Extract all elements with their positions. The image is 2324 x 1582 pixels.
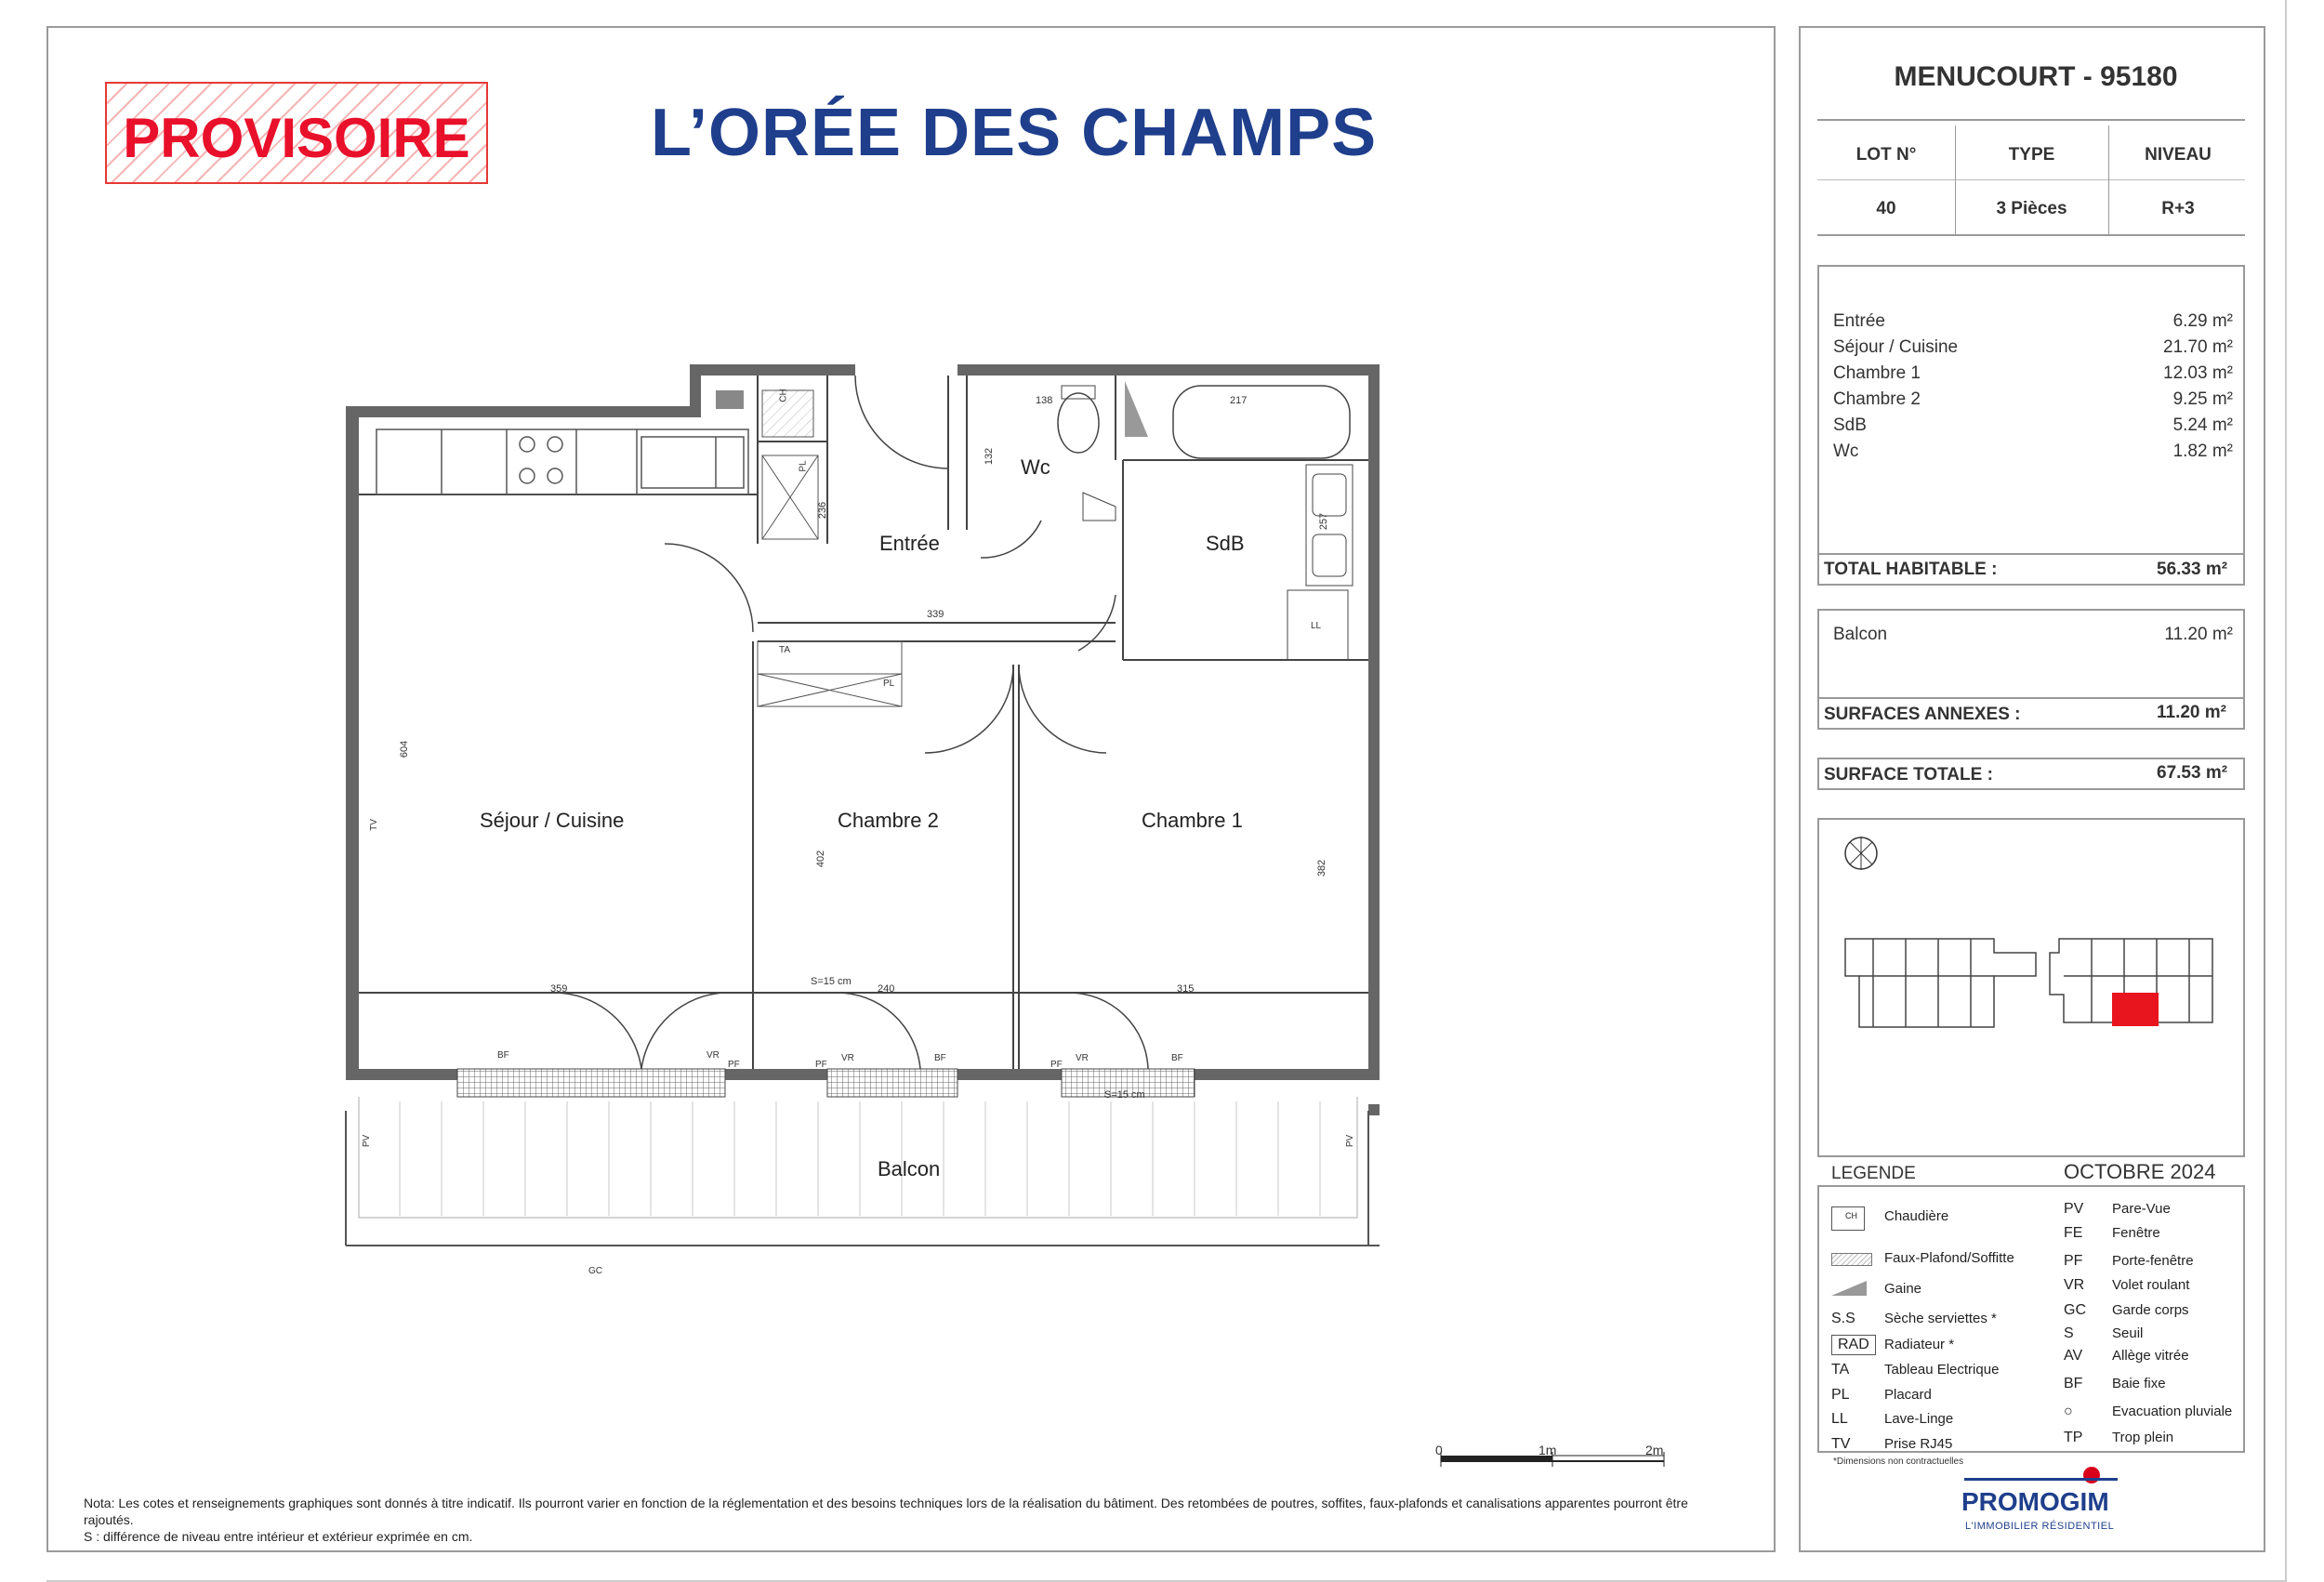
- surface-value: 6.29 m²: [2172, 311, 2233, 331]
- provisoire-stamp: [105, 82, 488, 184]
- legend-left-code: TA: [1831, 1362, 1850, 1378]
- legend-right-label: Volet roulant: [2112, 1277, 2190, 1293]
- brand-logo-dot: [2083, 1467, 2100, 1483]
- brand-logo-bar: [1964, 1478, 2118, 1481]
- mark-pf-1: PF: [728, 1060, 740, 1070]
- legend-date: OCTOBRE 2024: [2064, 1160, 2216, 1183]
- legend-right-code: PV: [2064, 1201, 2084, 1217]
- seuil-chambre2: S=15 cm: [811, 976, 852, 987]
- legend-right-code: ○: [2064, 1404, 2073, 1419]
- dimensions-note: *Dimensions non contractuelles: [1833, 1457, 1964, 1467]
- dim-236: 236: [817, 501, 829, 520]
- mark-bf-1: BF: [497, 1050, 509, 1061]
- brand-sub: L'IMMOBILIER RÉSIDENTIEL: [1965, 1521, 2115, 1532]
- legend-right-code: GC: [2064, 1302, 2086, 1318]
- mark-pl-entree: PL: [798, 460, 809, 472]
- dim-604: 604: [399, 740, 411, 758]
- legend-right-label: Pare-Vue: [2112, 1201, 2171, 1217]
- chaudiere-marker: CH: [1845, 1211, 1857, 1220]
- surface-totale-label: SURFACE TOTALE :: [1824, 765, 1993, 784]
- window-chambre2: [827, 1069, 957, 1097]
- lot-value: 40: [1876, 199, 1896, 218]
- legend-left-label: Sèche serviettes *: [1884, 1311, 1997, 1326]
- mark-gc: GC: [588, 1266, 602, 1276]
- dim-339: 339: [927, 609, 944, 620]
- surfaces-annexes-value: 11.20 m²: [2157, 703, 2226, 722]
- legend-left-label: Lave-Linge: [1884, 1411, 1954, 1427]
- niveau-value: R+3: [2161, 199, 2195, 218]
- header-rule: [1817, 119, 2245, 121]
- annexes-rule: [1817, 697, 2245, 699]
- door-arcs: [553, 376, 1148, 1069]
- wc-bowl: [1058, 393, 1099, 453]
- legend-left-label: Gaine: [1884, 1281, 1922, 1297]
- seuil-chambre1: S=15 cm: [1104, 1089, 1145, 1101]
- kitchen-counter: [376, 429, 748, 494]
- surface-value: 5.24 m²: [2172, 415, 2233, 435]
- dim-402: 402: [815, 850, 827, 868]
- legend-left-code: PL: [1831, 1387, 1850, 1403]
- legend-right-label: Fenêtre: [2112, 1225, 2160, 1241]
- surface-totale-value: 67.53 m²: [2157, 763, 2228, 783]
- dim-382: 382: [1316, 859, 1328, 877]
- mark-pf-2: PF: [815, 1060, 827, 1070]
- gaine-1: [716, 390, 744, 409]
- bathtub: [1173, 386, 1350, 458]
- lot-table-mid: [1817, 179, 2245, 180]
- total-hab-rule: [1817, 553, 2245, 555]
- surfaces-annexes-label: SURFACES ANNEXES :: [1824, 705, 2021, 724]
- surface-name: Wc: [1833, 442, 1859, 461]
- mark-ta: TA: [779, 645, 791, 655]
- mark-bf-2: BF: [934, 1053, 946, 1063]
- annexe-value: 11.20 m²: [2164, 625, 2233, 644]
- provisoire-text: PROVISOIRE: [123, 107, 470, 169]
- room-chambre1: Chambre 1: [1142, 809, 1243, 832]
- legend-right-code: S: [2064, 1325, 2074, 1341]
- project-title: L’ORÉE DES CHAMPS: [651, 96, 1378, 170]
- room-entree: Entrée: [879, 532, 940, 555]
- legend-left-code: TV: [1831, 1436, 1851, 1452]
- dim-138: 138: [1036, 395, 1053, 406]
- surface-value: 21.70 m²: [2163, 337, 2233, 357]
- legend-right-code: VR: [2064, 1277, 2085, 1293]
- legend-left-label: Faux-Plafond/Soffitte: [1884, 1250, 2014, 1266]
- mark-vr-1: VR: [706, 1050, 720, 1061]
- interior-walls: [359, 376, 1368, 1069]
- legend-left-label: Chaudière: [1884, 1208, 1949, 1224]
- legend-left-label: Prise RJ45: [1884, 1436, 1953, 1452]
- legend-left-code: RAD: [1831, 1335, 1876, 1355]
- legend-left-code: LL: [1831, 1411, 1848, 1427]
- legend-right-code: BF: [2064, 1376, 2083, 1391]
- legend-right-label: Trop plein: [2112, 1430, 2174, 1445]
- dim-257: 257: [1318, 512, 1330, 531]
- legend-left-code: [1831, 1206, 1865, 1231]
- mark-tv: TV: [368, 819, 379, 831]
- dim-217: 217: [1230, 395, 1248, 406]
- scale-0: 0: [1435, 1443, 1443, 1457]
- surface-value: 9.25 m²: [2172, 389, 2233, 409]
- legend-left-label: Radiateur *: [1884, 1337, 1955, 1352]
- type-header: TYPE: [2008, 145, 2055, 165]
- legend-left-label: Tableau Electrique: [1884, 1362, 2000, 1378]
- scale-2m: 2m: [1645, 1443, 1664, 1457]
- mark-bf-3: BF: [1171, 1053, 1183, 1063]
- room-balcon: Balcon: [878, 1157, 941, 1180]
- surface-name: Séjour / Cuisine: [1833, 337, 1959, 357]
- dim-315: 315: [1177, 983, 1195, 995]
- surface-name: SdB: [1833, 415, 1867, 435]
- legend-right-label: Evacuation pluviale: [2112, 1404, 2233, 1419]
- mark-vr-3: VR: [1076, 1053, 1089, 1063]
- nota-line-2: S : différence de niveau entre intérieur et extérieur exprimée en cm.: [84, 1529, 473, 1544]
- legend-right-code: FE: [2064, 1225, 2083, 1241]
- niveau-header: NIVEAU: [2145, 145, 2212, 165]
- room-wc: Wc: [1021, 455, 1050, 479]
- total-habitable-label: TOTAL HABITABLE :: [1824, 560, 1998, 579]
- lot-table-bottom: [1817, 234, 2245, 236]
- mark-pv-left: PV: [362, 1134, 373, 1148]
- legend-right-code: AV: [2064, 1348, 2083, 1364]
- legend-right-label: Porte-fenêtre: [2112, 1253, 2194, 1269]
- legend-left-label: Placard: [1884, 1387, 1932, 1403]
- legend-right-code: TP: [2064, 1430, 2083, 1445]
- lot-header: LOT N°: [1855, 145, 1917, 165]
- mark-pf-3: PF: [1050, 1060, 1063, 1070]
- lot-highlight: [2112, 993, 2159, 1026]
- mark-pv-right: PV: [1345, 1134, 1356, 1148]
- key-plan: [1822, 827, 2240, 1153]
- legend-left-code: [1831, 1281, 1867, 1296]
- mark-pl-chambre2: PL: [883, 679, 895, 689]
- mark-ll: LL: [1311, 621, 1322, 631]
- room-sdb: SdB: [1206, 532, 1245, 555]
- surface-name: Chambre 2: [1833, 389, 1921, 409]
- balcony: [346, 1097, 1380, 1246]
- mark-ch: CH: [778, 389, 789, 402]
- type-value: 3 Pièces: [1996, 199, 2067, 218]
- compass-icon: [1845, 837, 1877, 870]
- mark-vr-2: VR: [841, 1053, 854, 1063]
- nota-text: [84, 1495, 1738, 1545]
- dim-359: 359: [550, 983, 568, 995]
- dim-240: 240: [878, 983, 895, 995]
- legend-left-code: S.S: [1831, 1311, 1855, 1326]
- brand-name: PROMOGIM: [1961, 1487, 2109, 1516]
- legend-right-label: Garde corps: [2112, 1302, 2189, 1318]
- annexe-name: Balcon: [1833, 625, 1888, 644]
- surface-value: 1.82 m²: [2172, 442, 2233, 461]
- surface-name: Entrée: [1833, 311, 1885, 331]
- surface-value: 12.03 m²: [2163, 363, 2233, 383]
- dim-132: 132: [984, 447, 996, 466]
- outer-walls: [346, 364, 1380, 1115]
- surface-name: Chambre 1: [1833, 363, 1921, 383]
- legend-left-code: [1831, 1253, 1872, 1266]
- room-sejour: Séjour / Cuisine: [480, 809, 625, 832]
- total-habitable-value: 56.33 m²: [2157, 560, 2228, 579]
- legend-right-code: PF: [2064, 1253, 2083, 1269]
- legend-right-label: Baie fixe: [2112, 1376, 2166, 1391]
- nota-line-1: Nota: Les cotes et renseignements graphiques sont donnés à titre indicatif. Ils pourront varier en fonction de la réglementation et des besoins techniques lors de la réalisation du bâtiment. Des retombées de poutres, soffites, faux-plafonds et canalisations apparentes pourront être rajoutés.: [84, 1496, 1688, 1527]
- room-chambre2: Chambre 2: [838, 809, 939, 832]
- page-right-line: [2285, 0, 2287, 1582]
- legend-right-label: Allège vitrée: [2112, 1348, 2189, 1364]
- scale-1m: 1m: [1538, 1443, 1557, 1457]
- city-title: MENUCOURT - 95180: [1894, 61, 2178, 92]
- legend-title: LEGENDE: [1831, 1164, 1916, 1183]
- window-sejour: [457, 1069, 725, 1097]
- legend-right-label: Seuil: [2112, 1325, 2144, 1341]
